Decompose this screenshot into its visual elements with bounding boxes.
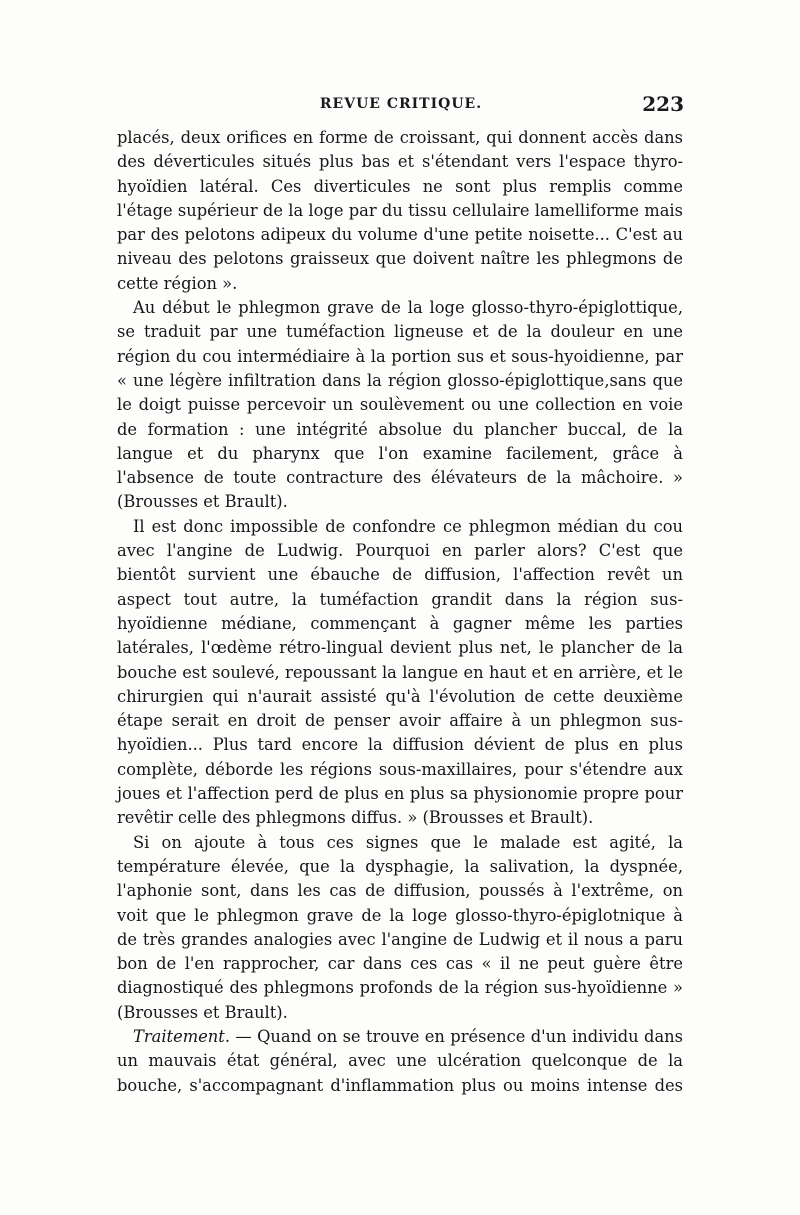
paragraph-signes: Si on ajoute à tous ces signes que le malade est agité, la température élevée, que la dysphagie, la salivation, la dyspnée, l'aphonie sont, dans les cas de diffusion, poussés à l'extrême, on voit que le phlegmon grave de la loge glosso-thyro-épiglotnique à de très grandes analogies avec l'angine de Ludwig et il nous a paru bon de l'en rapprocher, car dans ces cas « il ne peut guère être diagnostiqué des phlegmons profonds de la région sus-hyoïdienne » (Brousses et Brault). <box>117 832 683 1022</box>
paragraph-confondre: Il est donc impossible de confondre ce phlegmon médian du cou avec l'angine de Ludwig. Pourquoi en parler alors? C'est que bientôt survient une ébauche de diffusion, l'affection revêt un aspect tout autre, la tuméfaction grandit dans la région sus-hyoïdienne médiane, commençant à gagner même les parties latérales, l'œdème rétro-lingual devient plus net, le plancher de la bouche est soulevé, repoussant la langue en haut et en arrière, et le chirurgien qui n'aurait assisté qu'à l'évolution de cette deuxième étape serait en droit de penser avoir affaire à un phlegmon sus-hyoïdien... Plus tard encore la diffusion dévient de plus en plus complète, déborde les régions sous-maxillaires, pour s'étendre aux joues et l'affection perd de plus en plus sa physionomie propre pour revêtir celle des phlegmons diffus. » (Brousses et Brault). <box>117 516 683 828</box>
traitement-heading: Traitement. <box>133 1026 231 1046</box>
page-number: 223 <box>642 92 684 116</box>
body-text <box>117 126 683 1098</box>
paragraph-continued: placés, deux orifices en forme de croissant, qui donnent accès dans des déverticules situés plus bas et s'étendant vers l'espace thyro-hyoïdien latéral. Ces diverticules ne sont plus remplis comme l'étage supérieur de la loge par du tissu cellulaire lamelliforme mais par des pelotons adipeux du volume d'une petite noisette... C'est au niveau des pelotons graisseux que doivent naître les phlegmons de cette région ». <box>117 128 683 293</box>
paragraph-debut: Au début le phlegmon grave de la loge glosso-thyro-épiglottique, se traduit par une tuméfaction ligneuse et de la douleur en une région du cou intermédiaire à la portion sus et sous-hyoidienne, par « une légère infiltration dans la région glosso-épiglottique,sans que le doigt puisse percevoir un soulèvement ou une collection en voie de formation : une intégrité absolue du plancher buccal, de la langue et du pharynx que l'on examine facilement, grâce à l'absence de toute contracture des élévateurs de la mâchoire. » (Brousses et Brault). <box>117 298 683 512</box>
running-head: REVUE CRITIQUE. <box>319 96 483 112</box>
paragraph-traitement <box>117 1025 683 1098</box>
page-header <box>118 92 684 120</box>
traitement-text: — Quand on se trouve en présence d'un individu dans un mauvais état général, avec une ulcération quelconque de la bouche, s'accompagnant d'inflammation plus ou moins intense des <box>117 1026 683 1095</box>
